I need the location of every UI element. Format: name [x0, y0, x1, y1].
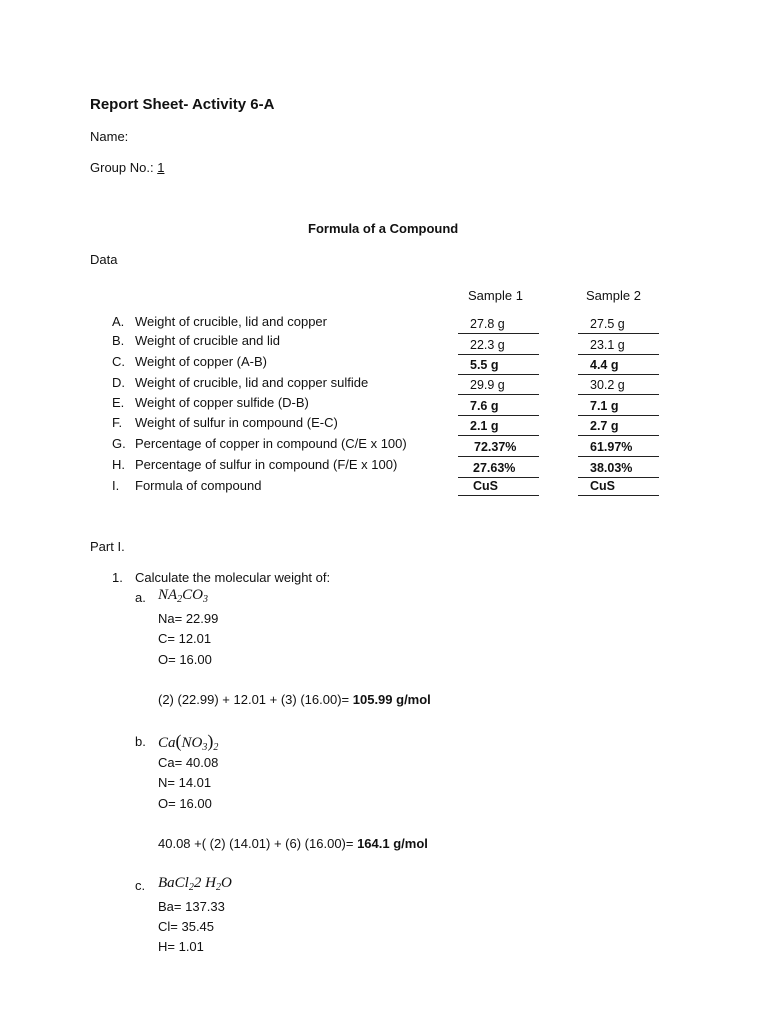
- sample-1-value: 22.3 g: [458, 338, 539, 355]
- question-text: Calculate the molecular weight of:: [135, 570, 331, 585]
- report-title: Report Sheet- Activity 6-A: [90, 96, 275, 113]
- part-label: Part I.: [90, 539, 125, 554]
- row-letter: C.: [112, 354, 125, 369]
- atomic-weight: O= 16.00: [158, 796, 212, 811]
- formula-b: $Ca(NO_3)_2$: [158, 731, 219, 753]
- group-number: [90, 160, 164, 175]
- sample-2-value: 7.1 g: [578, 399, 659, 416]
- sample-2-value: 4.4 g: [578, 358, 659, 375]
- name-label: Name:: [90, 129, 129, 144]
- sample-1-value: 2.1 g: [458, 419, 539, 436]
- question-1: [112, 570, 331, 585]
- calculation-a: (2) (22.99) + 12.01 + (3) (16.00)= 105.99 g/mol: [158, 692, 431, 707]
- atomic-weight: Cl= 35.45: [158, 919, 215, 934]
- item-b-letter: b.: [135, 734, 146, 749]
- group-label: Group No.:: [90, 160, 154, 175]
- calculation-b: 40.08 +( (2) (14.01) + (6) (16.00)= 164.1 g/mol: [158, 836, 428, 851]
- group-value: 1: [157, 160, 165, 175]
- sample-1-value: 5.5 g: [458, 358, 539, 375]
- row-letter: G.: [112, 436, 126, 451]
- sample-1-value: 27.8 g: [458, 317, 539, 334]
- item-a-letter: a.: [135, 590, 146, 605]
- sample-1-value: 27.63%: [458, 461, 539, 478]
- sample-1-value: CuS: [458, 479, 539, 496]
- row-label: Formula of compound: [135, 478, 262, 493]
- result-b: 164.1 g/mol: [357, 836, 428, 851]
- item-c-letter: c.: [135, 878, 146, 893]
- formula-c: BaCl$_2$2 $H_2O$: [158, 875, 232, 893]
- atomic-weight: Ca= 40.08: [158, 755, 219, 770]
- row-letter: I.: [112, 478, 120, 493]
- question-number: 1.: [112, 570, 123, 585]
- sample-2-value: CuS: [578, 479, 659, 496]
- atomic-weight: Ba= 137.33: [158, 899, 225, 914]
- sample-1-header: Sample 1: [468, 288, 523, 303]
- row-letter: D.: [112, 375, 125, 390]
- row-label: Percentage of sulfur in compound (F/E x 100): [135, 457, 398, 472]
- row-label: Percentage of copper in compound (C/E x 100): [135, 436, 407, 451]
- data-label: Data: [90, 252, 118, 267]
- atomic-weight: Na= 22.99: [158, 611, 219, 626]
- atomic-weight: O= 16.00: [158, 652, 212, 667]
- sample-2-value: 61.97%: [578, 440, 659, 457]
- sample-2-value: 2.7 g: [578, 419, 659, 436]
- result-a: 105.99 g/mol: [352, 692, 431, 707]
- atomic-weight: C= 12.01: [158, 631, 212, 646]
- row-label: Weight of crucible, lid and copper sulfide: [135, 375, 369, 390]
- row-letter: F.: [112, 415, 123, 430]
- sample-2-header: Sample 2: [586, 288, 641, 303]
- formula-a: $NA_2CO_3$: [158, 587, 209, 605]
- row-label: Weight of crucible, lid and copper: [135, 314, 327, 329]
- sample-1-value: 72.37%: [458, 440, 539, 457]
- row-label: Weight of copper sulfide (D-B): [135, 395, 309, 410]
- atomic-weight: N= 14.01: [158, 775, 212, 790]
- sample-2-value: 23.1 g: [578, 338, 659, 355]
- atomic-weight: H= 1.01: [158, 939, 204, 954]
- row-letter: B.: [112, 333, 125, 348]
- row-letter: H.: [112, 457, 125, 472]
- row-letter: E.: [112, 395, 125, 410]
- sample-2-value: 30.2 g: [578, 378, 659, 395]
- section-title: Formula of a Compound: [308, 221, 459, 236]
- sample-1-value: 7.6 g: [458, 399, 539, 416]
- sample-2-value: 38.03%: [578, 461, 659, 478]
- row-label: Weight of copper (A-B): [135, 354, 267, 369]
- sample-2-value: 27.5 g: [578, 317, 659, 334]
- row-letter: A.: [112, 314, 125, 329]
- sample-1-value: 29.9 g: [458, 378, 539, 395]
- row-label: Weight of crucible and lid: [135, 333, 281, 348]
- row-label: Weight of sulfur in compound (E-C): [135, 415, 338, 430]
